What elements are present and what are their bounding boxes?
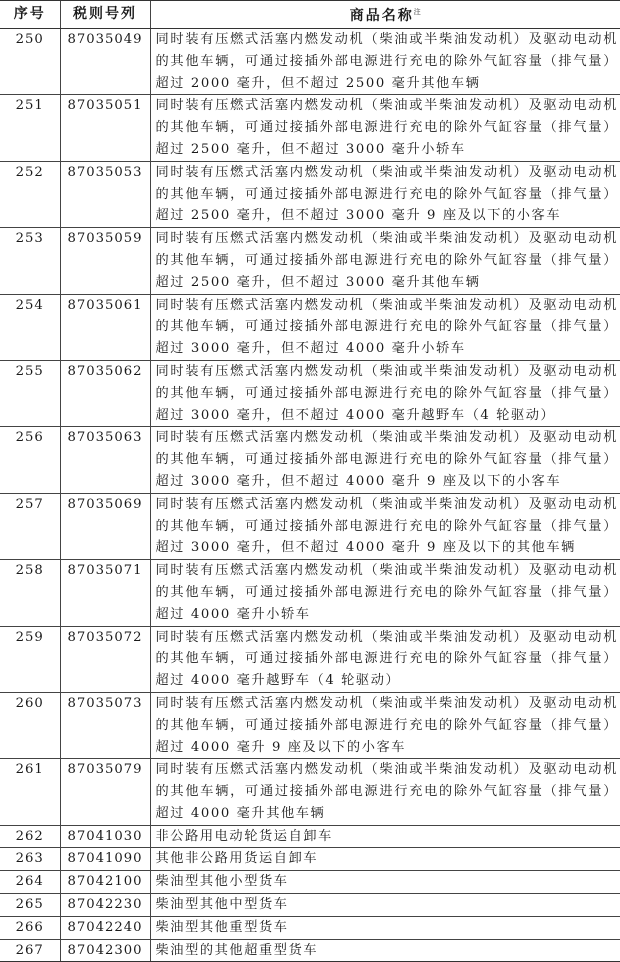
row-name: 同时装有压燃式活塞内燃发动机（柴油或半柴油发动机）及驱动电动机的其他车辆，可通过接插外部电源进行充电的除外气缸容量（排气量）超过 4000 毫升小轿车 [150, 560, 620, 626]
table-row [0, 29, 620, 95]
table-row [0, 161, 620, 227]
row-seq: 267 [0, 939, 60, 962]
row-seq: 266 [0, 916, 60, 939]
row-name: 同时装有压燃式活塞内燃发动机（柴油或半柴油发动机）及驱动电动机的其他车辆，可通过接插外部电源进行充电的除外气缸容量（排气量）超过 2000 毫升，但不超过 2500 毫升其他车辆 [150, 29, 620, 95]
row-code: 87035053 [60, 161, 150, 227]
row-name: 柴油型其他小型货车 [150, 871, 620, 894]
row-code: 87042100 [60, 871, 150, 894]
row-seq: 263 [0, 848, 60, 871]
table-row [0, 228, 620, 294]
row-seq: 253 [0, 228, 60, 294]
header-code: 税则号列 [60, 1, 150, 29]
row-seq: 257 [0, 493, 60, 559]
row-name: 柴油型的其他超重型货车 [150, 939, 620, 962]
row-code: 87042240 [60, 916, 150, 939]
row-name: 同时装有压燃式活塞内燃发动机（柴油或半柴油发动机）及驱动电动机的其他车辆，可通过接插外部电源进行充电的除外气缸容量（排气量）超过 3000 毫升，但不超过 4000 毫升小轿车 [150, 294, 620, 360]
row-name: 同时装有压燃式活塞内燃发动机（柴油或半柴油发动机）及驱动电动机的其他车辆，可通过接插外部电源进行充电的除外气缸容量（排气量）超过 3000 毫升，但不超过 4000 毫升 9 座及以下的小客车 [150, 427, 620, 493]
row-code: 87035079 [60, 759, 150, 825]
table-row [0, 825, 620, 848]
table-row [0, 939, 620, 962]
header-name [150, 1, 620, 29]
row-code: 87041090 [60, 848, 150, 871]
table-row [0, 626, 620, 692]
row-code: 87035063 [60, 427, 150, 493]
table-row [0, 560, 620, 626]
row-name: 同时装有压燃式活塞内燃发动机（柴油或半柴油发动机）及驱动电动机的其他车辆，可通过接插外部电源进行充电的除外气缸容量（排气量）超过 2500 毫升，但不超过 3000 毫升其他车辆 [150, 228, 620, 294]
row-seq: 261 [0, 759, 60, 825]
table-row [0, 759, 620, 825]
row-name: 非公路用电动轮货运自卸车 [150, 825, 620, 848]
table-row [0, 360, 620, 426]
row-name: 同时装有压燃式活塞内燃发动机（柴油或半柴油发动机）及驱动电动机的其他车辆，可通过接插外部电源进行充电的除外气缸容量（排气量）超过 4000 毫升其他车辆 [150, 759, 620, 825]
row-name: 柴油型其他重型货车 [150, 916, 620, 939]
row-seq: 252 [0, 161, 60, 227]
table-row [0, 427, 620, 493]
row-seq: 262 [0, 825, 60, 848]
row-code: 87035059 [60, 228, 150, 294]
row-seq: 250 [0, 29, 60, 95]
table-row [0, 692, 620, 758]
row-name: 同时装有压燃式活塞内燃发动机（柴油或半柴油发动机）及驱动电动机的其他车辆，可通过接插外部电源进行充电的除外气缸容量（排气量）超过 3000 毫升，但不超过 4000 毫升 9 座及以下的其他车辆 [150, 493, 620, 559]
header-row [0, 1, 620, 29]
row-seq: 254 [0, 294, 60, 360]
header-name-label: 商品名称 [349, 8, 414, 24]
row-name: 同时装有压燃式活塞内燃发动机（柴油或半柴油发动机）及驱动电动机的其他车辆，可通过接插外部电源进行充电的除外气缸容量（排气量）超过 2500 毫升，但不超过 3000 毫升 9 座及以下的小客车 [150, 161, 620, 227]
row-seq: 265 [0, 894, 60, 917]
row-name: 同时装有压燃式活塞内燃发动机（柴油或半柴油发动机）及驱动电动机的其他车辆，可通过接插外部电源进行充电的除外气缸容量（排气量）超过 4000 毫升 9 座及以下的小客车 [150, 692, 620, 758]
row-seq: 259 [0, 626, 60, 692]
table-row [0, 95, 620, 161]
row-code: 87035049 [60, 29, 150, 95]
header-name-footnote: 注 [413, 8, 421, 16]
row-code: 87035069 [60, 493, 150, 559]
row-code: 87035072 [60, 626, 150, 692]
row-seq: 255 [0, 360, 60, 426]
row-seq: 264 [0, 871, 60, 894]
row-code: 87041030 [60, 825, 150, 848]
row-name: 同时装有压燃式活塞内燃发动机（柴油或半柴油发动机）及驱动电动机的其他车辆，可通过接插外部电源进行充电的除外气缸容量（排气量）超过 4000 毫升越野车（4 轮驱动） [150, 626, 620, 692]
row-code: 87035051 [60, 95, 150, 161]
table-row [0, 871, 620, 894]
row-name: 同时装有压燃式活塞内燃发动机（柴油或半柴油发动机）及驱动电动机的其他车辆，可通过接插外部电源进行充电的除外气缸容量（排气量）超过 2500 毫升，但不超过 3000 毫升小轿车 [150, 95, 620, 161]
row-code: 87035071 [60, 560, 150, 626]
row-name: 柴油型其他中型货车 [150, 894, 620, 917]
row-code: 87042230 [60, 894, 150, 917]
row-code: 87035061 [60, 294, 150, 360]
row-name: 同时装有压燃式活塞内燃发动机（柴油或半柴油发动机）及驱动电动机的其他车辆，可通过接插外部电源进行充电的除外气缸容量（排气量）超过 3000 毫升，但不超过 4000 毫升越野车（4 轮驱动） [150, 360, 620, 426]
table-row [0, 493, 620, 559]
row-seq: 260 [0, 692, 60, 758]
row-seq: 251 [0, 95, 60, 161]
table-row [0, 916, 620, 939]
table-row [0, 848, 620, 871]
table-row [0, 894, 620, 917]
header-seq: 序号 [0, 1, 60, 29]
row-seq: 258 [0, 560, 60, 626]
row-code: 87042300 [60, 939, 150, 962]
row-seq: 256 [0, 427, 60, 493]
row-code: 87035062 [60, 360, 150, 426]
row-name: 其他非公路用货运自卸车 [150, 848, 620, 871]
row-code: 87035073 [60, 692, 150, 758]
table-row [0, 294, 620, 360]
